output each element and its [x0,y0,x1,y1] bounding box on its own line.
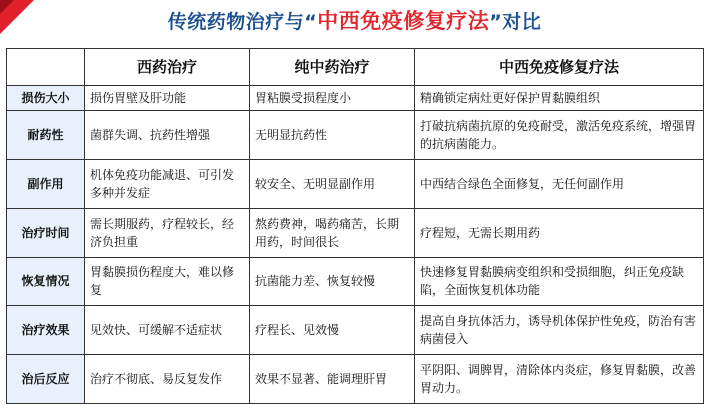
table-cell: 见效快、可缓解不适症状 [85,306,250,355]
table-row [7,86,704,111]
header-immune-repair: 中西免疫修复疗法 [415,49,704,86]
table-cell: 治疗不彻底、易反复发作 [85,355,250,404]
comparison-table [6,48,704,404]
row-label: 耐药性 [7,111,85,160]
table-cell: 疗程短，无需长期用药 [415,208,704,257]
table-cell: 平阴阳、调脾胃，清除体内炎症，修复胃黏膜，改善胃动力。 [415,355,704,404]
page-title [0,6,709,37]
table-cell: 效果不显著、能调理肝胃 [250,355,415,404]
title-part1: 传统药物治疗与 [167,11,305,33]
table-row [7,111,704,160]
title-part2: 对比 [502,11,542,33]
title-close-quote: ” [489,11,503,33]
table-row [7,355,704,404]
header-pure-tcm: 纯中药治疗 [250,49,415,86]
table-row [7,159,704,208]
row-label: 损伤大小 [7,86,85,111]
row-label: 治疗时间 [7,208,85,257]
table-cell: 机体免疫功能减退、可引发多种并发症 [85,159,250,208]
header-corner [7,49,85,86]
table-cell: 菌群失调、抗药性增强 [85,111,250,160]
table-header-row [7,49,704,86]
header-western-medicine: 西药治疗 [85,49,250,86]
row-label: 副作用 [7,159,85,208]
table-cell: 抗菌能力差、恢复较慢 [250,257,415,306]
table-cell: 胃黏膜损伤程度大，难以修复 [85,257,250,306]
title-highlight: 中西免疫修复疗法 [317,9,490,33]
table-cell: 疗程长、见效慢 [250,306,415,355]
table-row [7,257,704,306]
title-banner [0,0,709,46]
row-label: 治后反应 [7,355,85,404]
table-cell: 快速修复胃黏膜病变组织和受损细胞，纠正免疫缺陷，全面恢复机体功能 [415,257,704,306]
table-cell: 无明显抗药性 [250,111,415,160]
table-cell: 打破抗病菌抗原的免疫耐受，激活免疫系统，增强胃的抗病菌能力。 [415,111,704,160]
table-cell: 较安全、无明显副作用 [250,159,415,208]
table-row [7,306,704,355]
table-row [7,208,704,257]
row-label: 治疗效果 [7,306,85,355]
table-cell: 损伤胃壁及肝功能 [85,86,250,111]
title-open-quote: “ [304,11,318,33]
table-cell: 需长期服药，疗程较长，经济负担重 [85,208,250,257]
table-cell: 精确锁定病灶更好保护胃黏膜组织 [415,86,704,111]
table-cell: 提高自身抗体活力，诱导机体保护性免疫，防治有害病菌侵入 [415,306,704,355]
table-cell: 胃粘膜受损程度小 [250,86,415,111]
row-label: 恢复情况 [7,257,85,306]
table-cell: 熬药费神，喝药痛苦，长期用药，时间很长 [250,208,415,257]
table-cell: 中西结合绿色全面修复，无任何副作用 [415,159,704,208]
